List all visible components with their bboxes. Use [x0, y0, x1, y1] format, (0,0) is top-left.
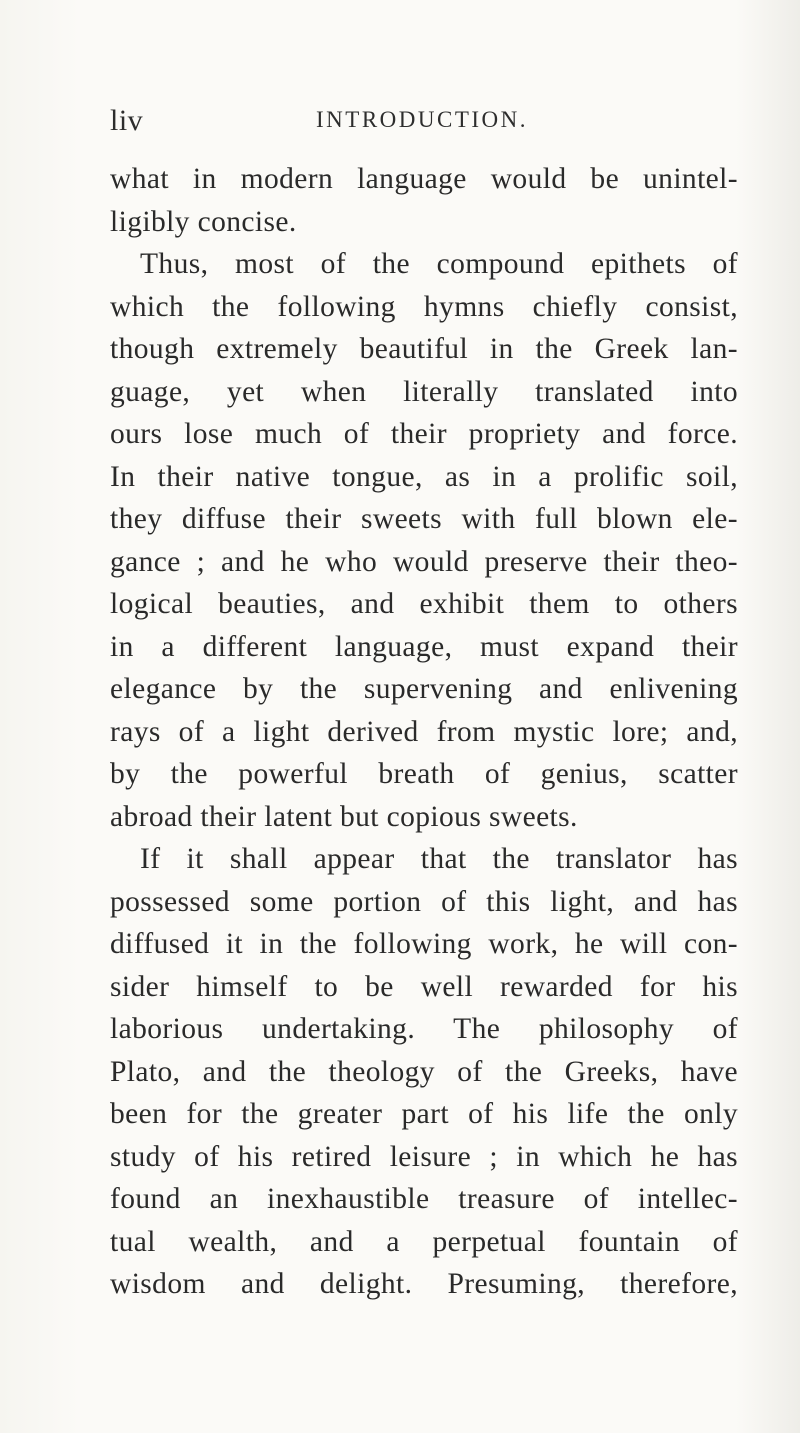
text-line: by the powerful breath of genius, scatter — [110, 758, 738, 790]
text-line: possessed some portion of this light, and has — [110, 885, 738, 918]
text-line: laborious undertaking. The philosophy of — [110, 1013, 738, 1045]
body-text — [110, 158, 738, 1306]
text-line: which the following hymns chiefly consist, — [110, 290, 738, 323]
text-line: gance ; and he who would preserve their theo- — [110, 545, 738, 578]
text-line: sider himself to be well rewarded for his — [110, 970, 738, 1003]
page-number: liv — [110, 104, 144, 137]
text-line: though extremely beautiful in the Greek lan- — [110, 333, 738, 365]
text-line: tual wealth, and a perpetual fountain of — [110, 1225, 738, 1258]
text-line: found an inexhaustible treasure of intellec- — [110, 1183, 738, 1215]
text-line: diffused it in the following work, he will con- — [110, 928, 738, 960]
section-title: INTRODUCTION. — [316, 107, 529, 132]
text-line: guage, yet when literally translated into — [110, 375, 738, 408]
text-line: ours lose much of their propriety and force. — [110, 418, 738, 450]
text-line: been for the greater part of his life the only — [110, 1098, 738, 1130]
text-line: in a different language, must expand their — [110, 630, 738, 663]
running-head — [110, 104, 730, 144]
text-line: Thus, most of the compound epithets of — [140, 248, 738, 280]
text-line: rays of a light derived from mystic lore; and, — [110, 715, 738, 748]
text-line: abroad their latent but copious sweets. — [110, 800, 578, 833]
text-line: If it shall appear that the translator has — [140, 843, 738, 875]
text-line: logical beauties, and exhibit them to others — [110, 588, 738, 620]
text-line: wisdom and delight. Presuming, therefore, — [110, 1268, 738, 1300]
text-line: elegance by the supervening and enlivening — [110, 673, 738, 705]
text-line: they diffuse their sweets with full blown ele- — [110, 503, 738, 535]
text-line: Plato, and the theology of the Greeks, have — [110, 1055, 738, 1088]
text-line: In their native tongue, as in a prolific soil, — [110, 460, 738, 493]
text-line: ligibly concise. — [110, 205, 297, 238]
text-line: what in modern language would be unintel- — [110, 163, 738, 195]
text-line: study of his retired leisure ; in which he has — [110, 1140, 738, 1173]
